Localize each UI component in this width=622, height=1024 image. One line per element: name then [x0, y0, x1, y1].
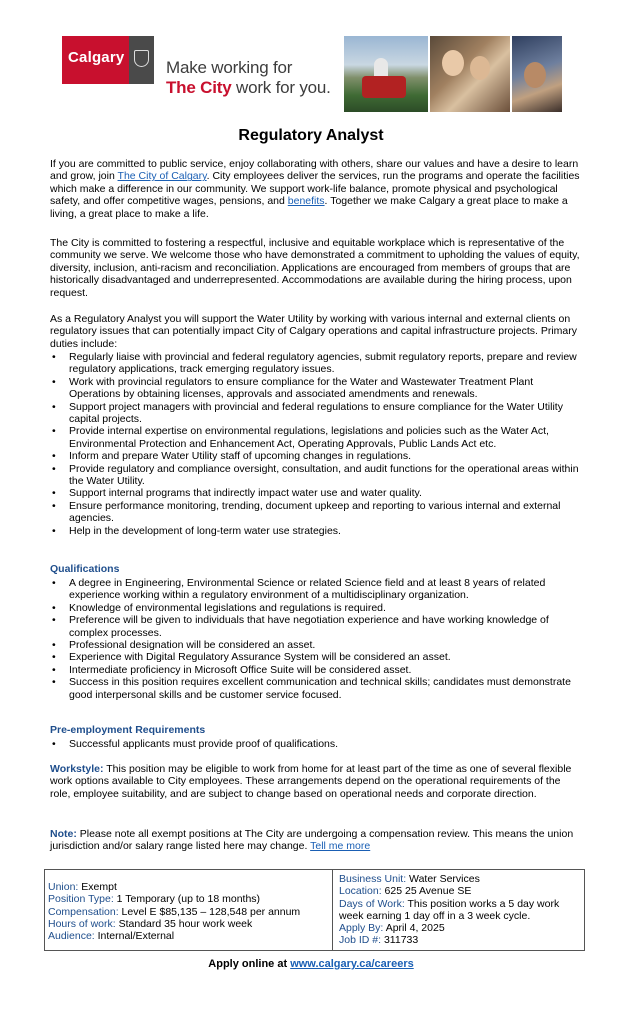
workstyle-paragraph — [50, 763, 582, 800]
list-item: • Inform and prepare Water Utility staff of upcoming changes in regulations. — [52, 450, 412, 463]
tagline-line1: Make working for — [166, 58, 293, 77]
business-unit-row: Business Unit: Water Services — [339, 873, 480, 885]
note-label: Note: — [50, 828, 77, 840]
careers-link[interactable]: www.calgary.ca/careers — [290, 958, 414, 970]
photo-employees — [430, 36, 510, 112]
list-item: • Support project managers with provincial and federal regulations to ensure compliance for the Water Utility capital projects. — [52, 400, 563, 426]
workstyle-text: This position may be eligible to work from home for at least part of the time as one of several flexible work options available to City employees. These arrangements depend on the operational requirements of the role, employee suitability, and are subject to change based on operational needs and corporate direction. — [50, 763, 572, 800]
list-item: • Provide regulatory and compliance oversight, consultation, and audit functions for the operational areas within the Water Utility. — [52, 462, 579, 488]
audience-row: Audience: Internal/External — [48, 930, 175, 943]
intro-text-c: . Together we make Calgary a great place to make a living, a great place to make a life. — [50, 195, 568, 220]
crest-icon — [129, 36, 154, 84]
preemployment-list — [50, 738, 582, 750]
list-item: • Help in the development of long-term water use strategies. — [52, 524, 341, 537]
list-item: • Intermediate proficiency in Microsoft Office Suite will be considered asset. — [52, 663, 412, 676]
apply-text: Apply online at — [208, 958, 291, 970]
preemployment-heading: Pre-employment Requirements — [50, 724, 206, 736]
intro-paragraph-1 — [50, 158, 582, 220]
union-row: Union: Exempt — [48, 881, 117, 893]
page-title: Regulatory Analyst — [238, 127, 384, 144]
duties-list — [50, 351, 582, 537]
calgary-logo[interactable] — [62, 36, 154, 84]
details-right-column — [339, 873, 581, 947]
job-id-row: Job ID #: 311733 — [339, 934, 419, 947]
note-paragraph — [50, 828, 582, 853]
list-item: • Ensure performance monitoring, trending, document upkeep and reporting to various internal and external agencies. — [52, 499, 561, 525]
hours-row: Hours of work: Standard 35 hour work week — [48, 917, 253, 930]
intro-text-a: If you are committed to public service, enjoy collaborating with others, share our values and have a desire to learn and grow, join — [50, 158, 579, 183]
city-of-calgary-link[interactable]: The City of Calgary — [117, 170, 207, 183]
tagline-red: The City — [166, 78, 232, 97]
qualifications-heading: Qualifications — [50, 563, 120, 575]
photo-mower — [344, 36, 428, 112]
list-item: • Success in this position requires excellent communication and technical skills; candidates must demonstrate good interpersonal skills and be customer service focused. — [52, 676, 571, 701]
qualifications-list — [50, 577, 582, 701]
workstyle-label: Workstyle: — [50, 763, 104, 775]
list-item: • A degree in Engineering, Environmental Science or related Science field and at least 8 years of related experience working within a regulatory environment of a multidisciplinary organization. — [52, 577, 546, 602]
logo-text: Calgary — [68, 49, 125, 66]
list-item: • Work with provincial regulators to ensure compliance for the Water and Wastewater Treatment Plant Operations by obtaining licenses, approvals and associated amendments and renewals. — [52, 375, 534, 401]
position-type-row: Position Type: 1 Temporary (up to 18 months) — [48, 893, 261, 906]
list-item: • Knowledge of environmental legislations and regulations is required. — [52, 601, 386, 614]
benefits-link[interactable]: benefits — [287, 195, 325, 208]
apply-by-row: Apply By: April 4, 2025 — [339, 922, 445, 935]
list-item: • Support internal programs that indirectly impact water use and water quality. — [52, 487, 422, 500]
intro-paragraph-2: The City is committed to fostering a respectful, inclusive and equitable workplace which is representative of the community we serve. We welcome those who have demonstrated a commitment to upholding the values of equity, diversity, inclusion, anti-racism and reconciliation. Applications are encouraged from members of groups that are historically disadvantaged and underrepresented. Accommodations are available during the hiring process, upon request. — [50, 237, 580, 299]
photo-driver — [512, 36, 562, 112]
location-row: Location: 625 25 Avenue SE — [339, 885, 472, 898]
list-item: • Experience with Digital Regulatory Assurance System will be considered an asset. — [52, 651, 451, 664]
job-details-box — [44, 869, 585, 951]
intro-text-b: . City employees deliver the services, run the programs and operate the facilities which make a difference in our community. We support work-life balance, promote physical and psychological safety, and offer competitive wages, pensions, and — [50, 170, 580, 208]
list-item: • Regularly liaise with provincial and federal regulatory agencies, submit regulatory reports, prepare and review regulatory applications, track emerging regulatory issues. — [52, 351, 577, 376]
apply-online-line — [0, 958, 622, 970]
list-item: • Preference will be given to individuals that have negotiation experience and have working knowledge of complex processes. — [52, 614, 549, 639]
list-item: • Provide internal expertise on environmental regulations, legislations and policies such as the Water Act, Environmental Protection and Enhancement Act, Operating Approvals, Public Lands Act etc. — [52, 425, 549, 450]
list-item: • Professional designation will be considered an asset. — [52, 639, 316, 652]
note-text: Please note all exempt positions at The City are undergoing a compensation review. This means the union jurisdiction and/or salary range listed here may change. — [50, 828, 574, 853]
intro-paragraph-3: As a Regulatory Analyst you will support the Water Utility by working with various internal and external clients on regulatory issues that can potentially impact City of Calgary operations and capital infrastructure projects. Primary duties include: — [50, 313, 577, 350]
days-of-work-row: Days of Work: This position works a 5 day work week earning 1 day off in a 3 week cycle. — [339, 897, 560, 922]
details-left-column — [48, 881, 328, 942]
header-banner — [62, 36, 562, 112]
column-divider — [332, 870, 333, 950]
list-item: • Successful applicants must provide proof of qualifications. — [52, 738, 339, 750]
tagline-rest: work for you. — [231, 78, 331, 97]
tagline-line2 — [166, 78, 331, 98]
tell-me-more-link[interactable]: Tell me more — [310, 840, 371, 853]
compensation-row: Compensation: Level E $85,135 – 128,548 per annum — [48, 905, 301, 918]
